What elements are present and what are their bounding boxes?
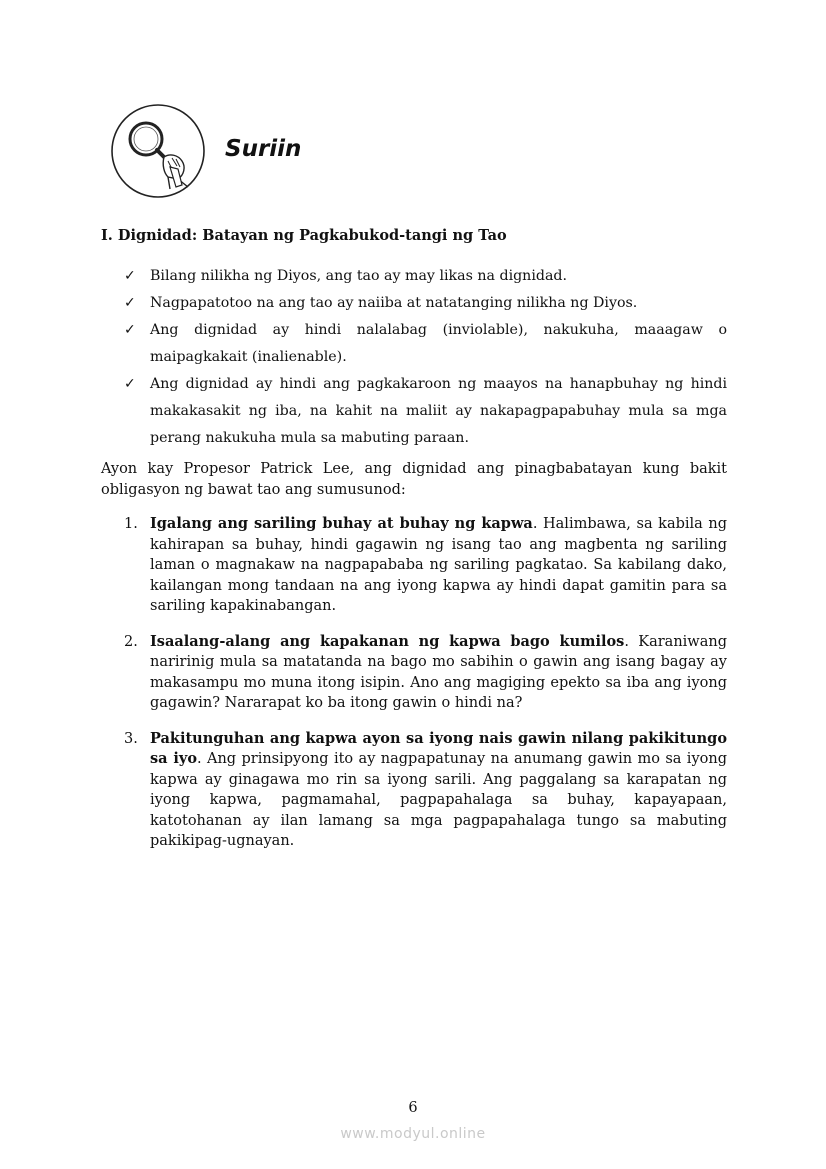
checklist-item: ✓ Nagpapatotoo na ang tao ay naiiba at natatanging nilikha ng Diyos. — [124, 290, 727, 317]
item-number: 1. — [124, 516, 138, 532]
section-title: Suriin — [225, 136, 302, 162]
checkmark-icon: ✓ — [124, 322, 136, 338]
watermark: www.modyul.online — [340, 1126, 486, 1142]
subsection-heading: I. Dignidad: Batayan ng Pagkabukod-tangi ng Tao — [101, 227, 507, 244]
checklist-item: ✓ Ang dignidad ay hindi ang pagkakaroon ng maayos na hanapbuhay ng hindi makakasakit ng iba, na kahit na maliit ay nakapagpapabuhay mula sa mga perang nakukuha mula sa mabuting paraan. — [124, 371, 727, 452]
numbered-item — [124, 632, 727, 714]
item-text: . Karaniwang naririnig mula sa matatanda na bago mo sabihin o gawin ang isang bagay ay makasampu mo muna itong isipin. Ano ang magiging epekto sa iba ang iyong gagawin? Nararapat ko ba itong gawin o hindi na? — [150, 633, 727, 711]
numbered-list — [124, 514, 727, 867]
checkmark-icon: ✓ — [124, 295, 136, 311]
item-heading: Isaalang-alang ang kapakanan ng kapwa bago kumilos — [150, 632, 625, 650]
item-text: . Halimbawa, sa kabila ng kahirapan sa buhay, hindi gagawin ng isang tao ang magbenta ng sariling laman o magnakaw na nagpapababa ng sariling pagkatao. Sa kabilang dako, kailangan mong tandaan na ang iyong kapwa ay hindi dapat gamitin para sa sariling kapakinabangan. — [150, 516, 727, 614]
numbered-item — [124, 514, 727, 617]
section-header — [110, 103, 510, 199]
item-text: . Ang prinsipyong ito ay nagpapatunay na anumang gawin mo sa iyong kapwa ay ginagawa mo rin sa iyong sarili. Ang paggalang sa karapatan ng iyong kapwa, pagmamahal, pagpapahalaga sa buhay, kapayapaan, katotohanan ay ilan lamang sa mga pagpapahalaga tungo sa mabuting pakikipag-ugnayan. — [150, 751, 727, 849]
checklist-item: ✓ Bilang nilikha ng Diyos, ang tao ay may likas na dignidad. — [124, 263, 727, 290]
item-heading: Igalang ang sariling buhay at buhay ng kapwa — [150, 515, 533, 532]
page-number: 6 — [408, 1100, 418, 1116]
numbered-item — [124, 729, 727, 852]
item-heading: Pakitunguhan ang kapwa ayon sa iyong nais gawin nilang pakikitungo sa iyo — [150, 729, 727, 767]
checkmark-icon: ✓ — [124, 268, 136, 284]
item-number: 2. — [124, 633, 138, 650]
checklist-item: ✓ Ang dignidad ay hindi nalalabag (inviolable), nakukuha, maaagaw o maipagkakait (inalienable). — [124, 317, 727, 371]
checkmark-icon: ✓ — [124, 376, 136, 392]
checklist — [124, 263, 727, 452]
intro-paragraph: Ayon kay Propesor Patrick Lee, ang dignidad ang pinagbabatayan kung bakit obligasyon ng bawat tao ang sumusunod: — [101, 461, 727, 498]
item-number: 3. — [124, 730, 138, 747]
magnifying-glass-hand-icon — [110, 103, 206, 199]
